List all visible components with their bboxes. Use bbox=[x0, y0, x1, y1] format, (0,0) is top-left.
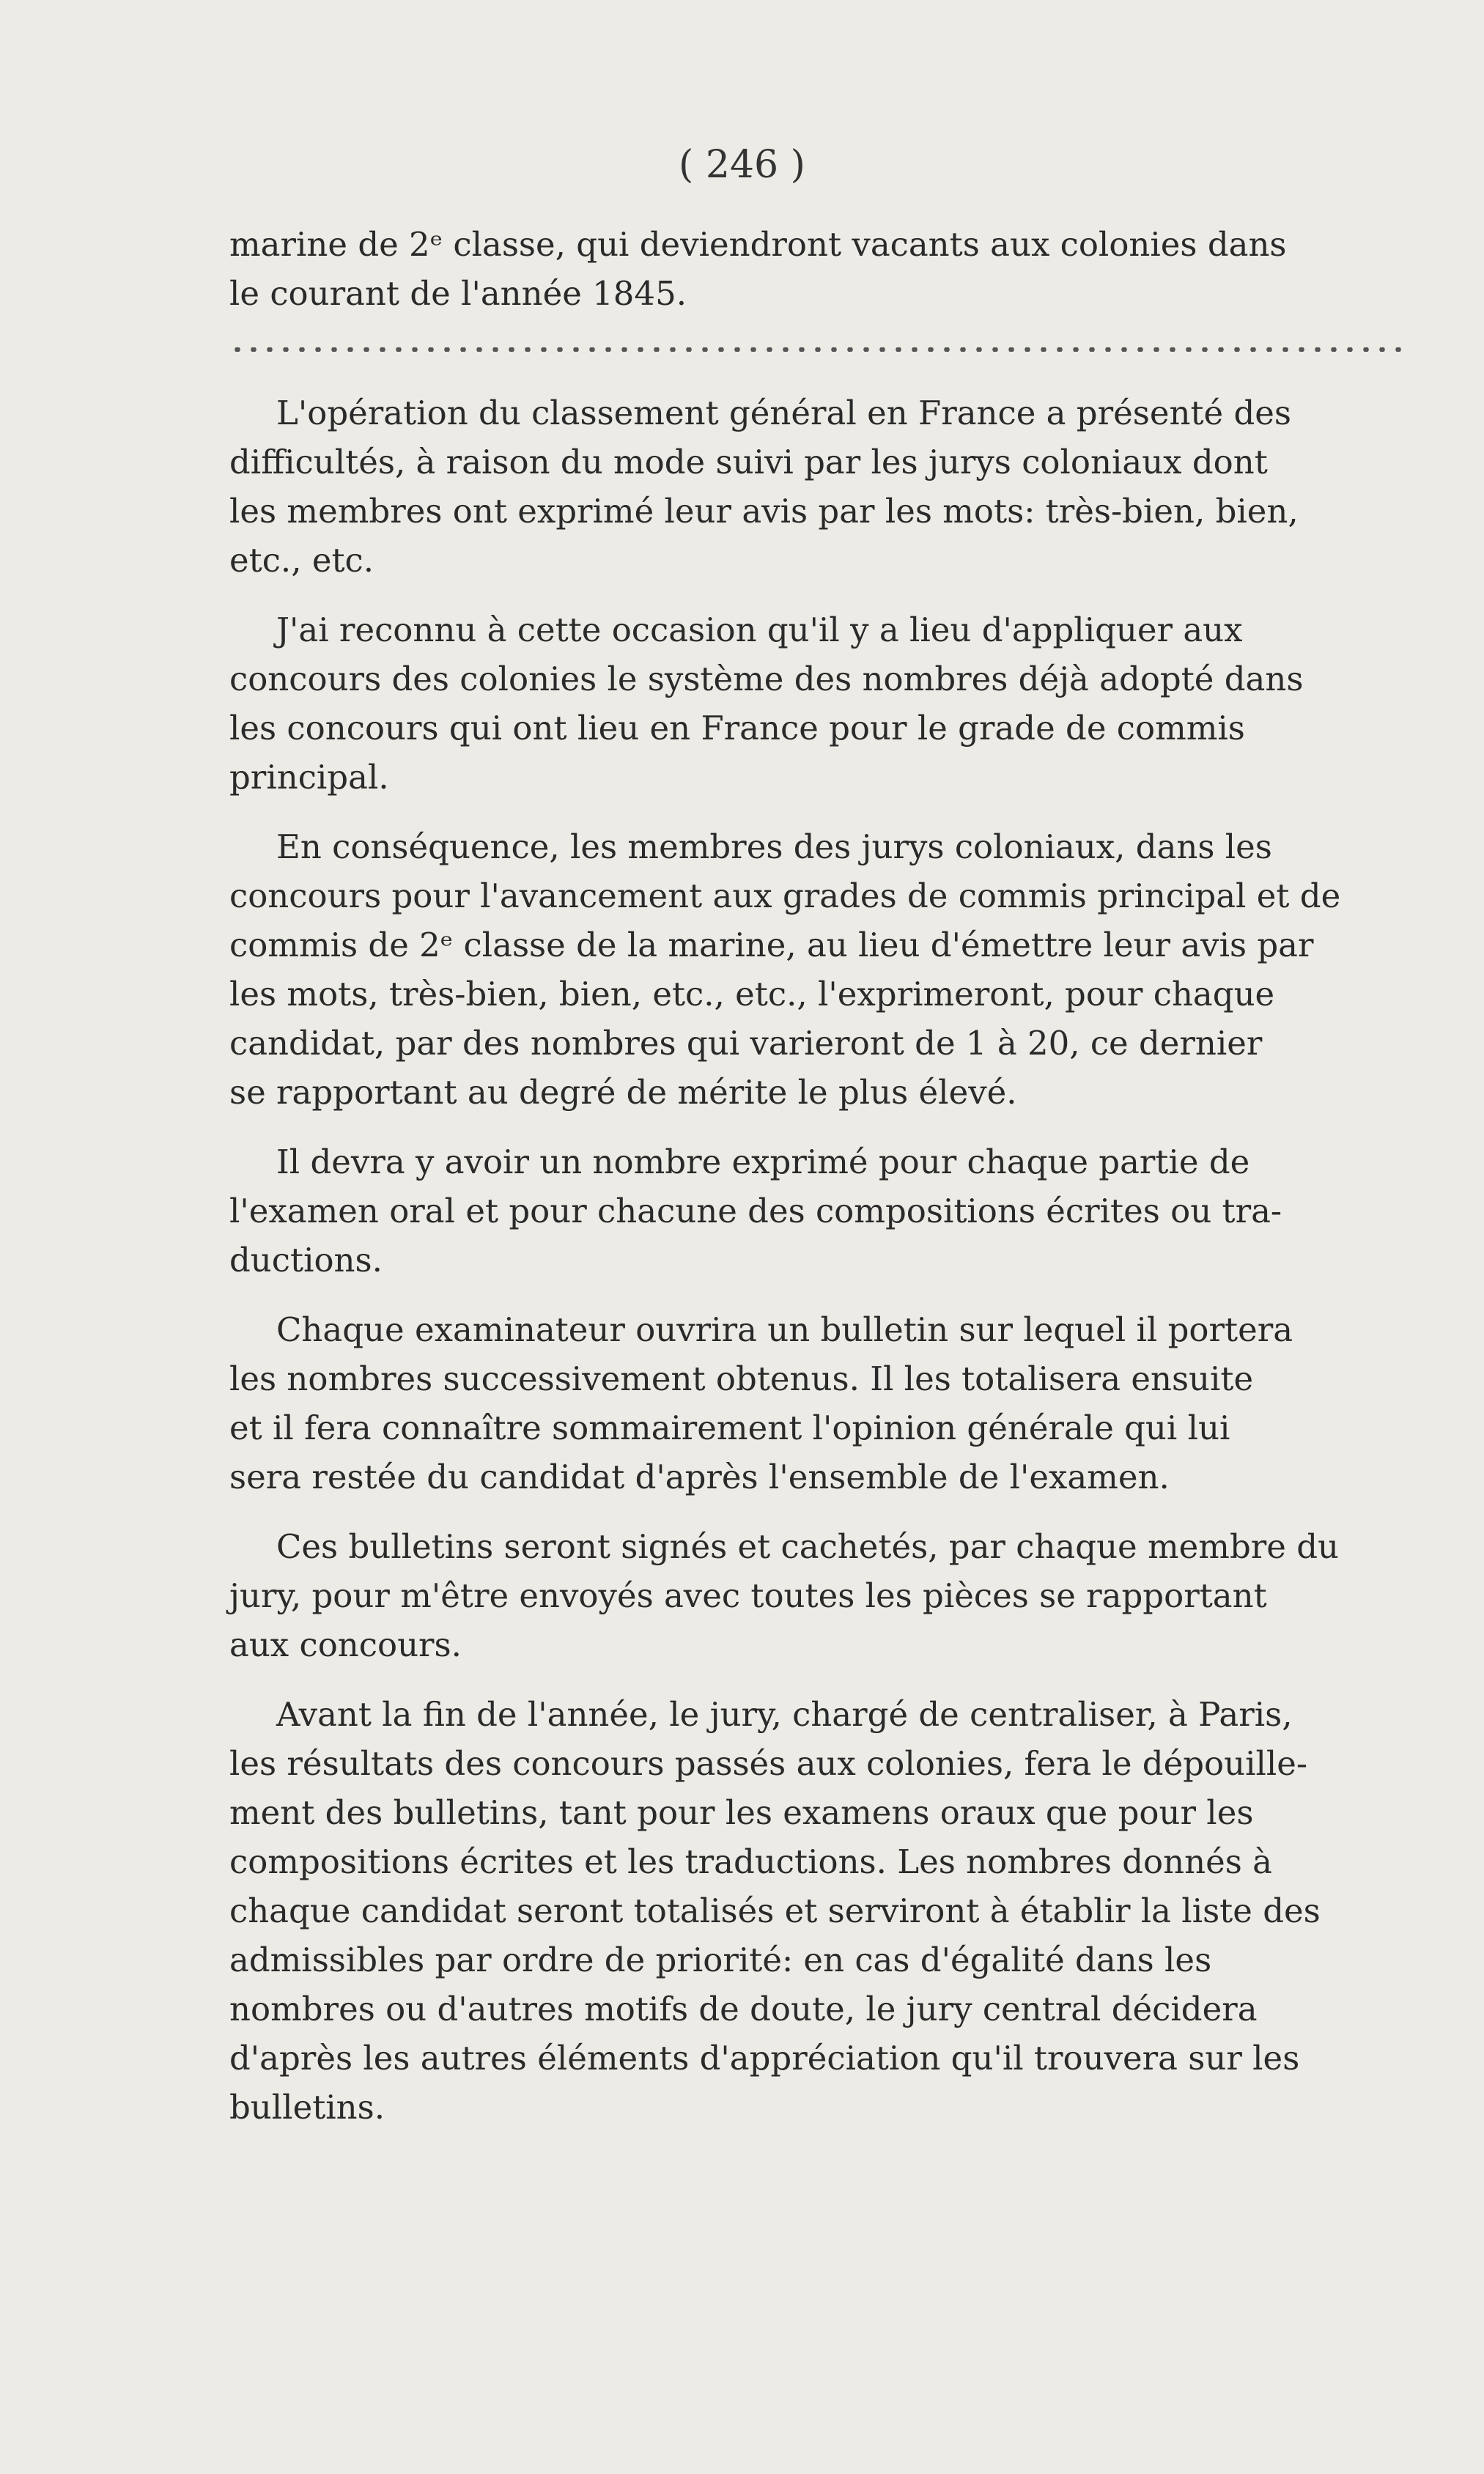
text-line: chaque candidat seront totalisés et serviront à établir la liste des bbox=[229, 1891, 1321, 1930]
text-line: les membres ont exprimé leur avis par les mots: très-bien, bien, bbox=[229, 492, 1299, 531]
text-line: le courant de l'année 1845. bbox=[229, 274, 687, 313]
text-line: sera restée du candidat d'après l'ensemble de l'examen. bbox=[229, 1458, 1170, 1496]
paragraph-continuation bbox=[229, 220, 1402, 318]
text-line: concours des colonies le système des nombres déjà adopté dans bbox=[229, 660, 1304, 698]
text-line: compositions écrites et les traductions. Les nombres donnés à bbox=[229, 1842, 1272, 1881]
text-line: les concours qui ont lieu en France pour le grade de commis bbox=[229, 709, 1245, 747]
text-line: concours pour l'avancement aux grades de commis principal et de bbox=[229, 876, 1341, 915]
text-line: marine de 2ᵉ classe, qui deviendront vacants aux colonies dans bbox=[229, 225, 1287, 264]
text-line: commis de 2ᵉ classe de la marine, au lieu d'émettre leur avis par bbox=[229, 926, 1314, 964]
text-line: J'ai reconnu à cette occasion qu'il y a lieu d'appliquer aux bbox=[276, 610, 1243, 649]
text-line: principal. bbox=[229, 758, 389, 797]
text-line: Avant la fin de l'année, le jury, chargé de centraliser, à Paris, bbox=[276, 1695, 1293, 1734]
ellipsis-separator bbox=[229, 347, 1402, 352]
text-line: Ces bulletins seront signés et cachetés, par chaque membre du bbox=[276, 1527, 1339, 1566]
text-line: nombres ou d'autres motifs de doute, le jury central décidera bbox=[229, 1990, 1258, 2028]
paragraph bbox=[229, 1522, 1402, 1669]
text-line: aux concours. bbox=[229, 1625, 462, 1664]
body-text bbox=[229, 220, 1402, 2152]
text-line: les nombres successivement obtenus. Il les totalisera ensuite bbox=[229, 1359, 1254, 1398]
text-line: les résultats des concours passés aux colonies, fera le dépouille- bbox=[229, 1744, 1308, 1783]
text-line: admissibles par ordre de priorité: en cas d'égalité dans les bbox=[229, 1941, 1212, 1979]
paragraph bbox=[229, 605, 1402, 802]
text-line: les mots, très-bien, bien, etc., etc., l'exprimeront, pour chaque bbox=[229, 975, 1275, 1013]
text-line: d'après les autres éléments d'appréciation qu'il trouvera sur les bbox=[229, 2039, 1300, 2078]
text-line: jury, pour m'être envoyés avec toutes les pièces se rapportant bbox=[229, 1576, 1267, 1615]
paragraph bbox=[229, 1305, 1402, 1502]
paragraph bbox=[229, 1690, 1402, 2132]
text-line: difficultés, à raison du mode suivi par les jurys coloniaux dont bbox=[229, 443, 1268, 481]
page-number: ( 246 ) bbox=[679, 143, 805, 187]
paragraph bbox=[229, 822, 1402, 1117]
text-line: Chaque examinateur ouvrira un bulletin sur lequel il portera bbox=[276, 1310, 1293, 1349]
paragraph bbox=[229, 1137, 1402, 1285]
text-line: etc., etc. bbox=[229, 541, 374, 580]
text-line: En conséquence, les membres des jurys coloniaux, dans les bbox=[276, 827, 1272, 866]
text-line: bulletins. bbox=[229, 2088, 385, 2127]
text-line: ment des bulletins, tant pour les examens oraux que pour les bbox=[229, 1793, 1254, 1832]
text-line: l'examen oral et pour chacune des compositions écrites ou tra- bbox=[229, 1192, 1282, 1230]
text-line: et il fera connaître sommairement l'opinion générale qui lui bbox=[229, 1408, 1230, 1447]
text-line: candidat, par des nombres qui varieront de 1 à 20, ce dernier bbox=[229, 1024, 1263, 1063]
text-line: Il devra y avoir un nombre exprimé pour chaque partie de bbox=[276, 1142, 1250, 1181]
text-line: se rapportant au degré de mérite le plus élevé. bbox=[229, 1073, 1017, 1112]
text-line: L'opération du classement général en France a présenté des bbox=[276, 394, 1292, 432]
text-line: ductions. bbox=[229, 1241, 383, 1280]
paragraph bbox=[229, 388, 1402, 585]
